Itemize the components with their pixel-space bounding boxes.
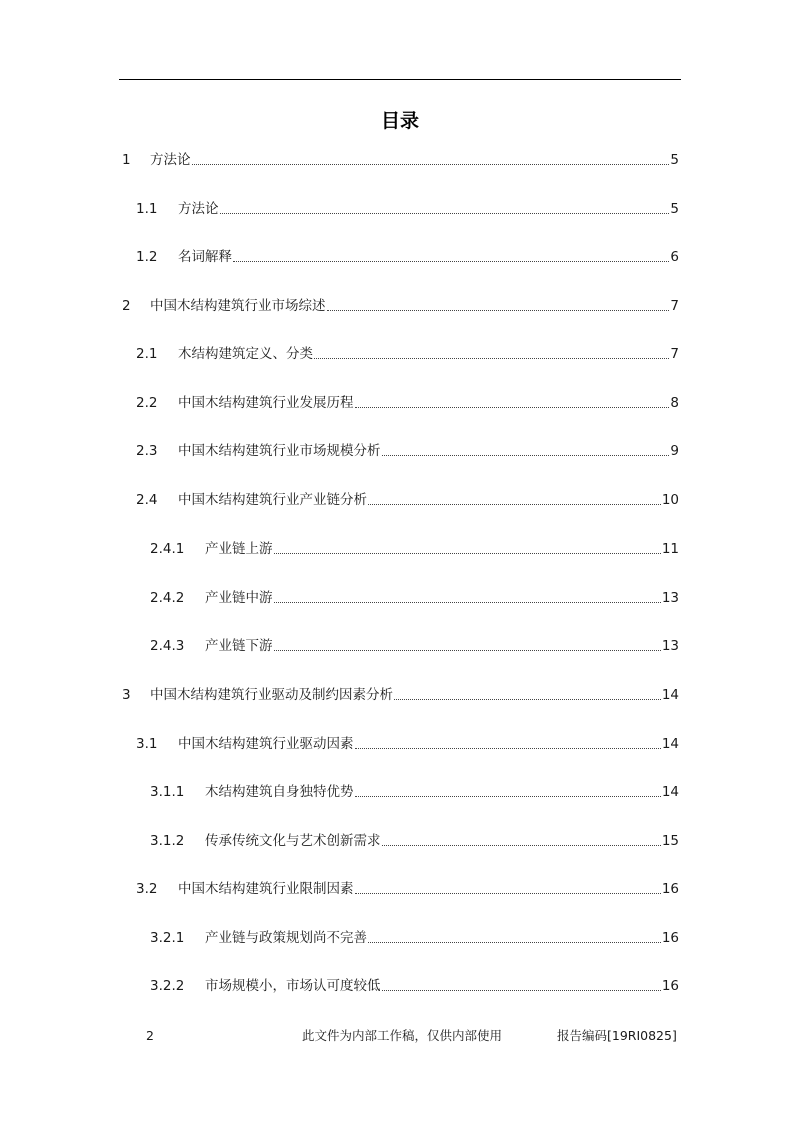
toc-entry-number: 1 [122,152,131,168]
footer-report-code: 报告编码[19RI0825] [557,1028,677,1043]
toc-entry-label: 产业链上游 [205,541,273,557]
dot-leader [382,455,670,456]
dot-leader [394,699,661,700]
toc-entry-2-2[interactable] [136,393,679,413]
toc-entry-page: 10 [661,492,679,508]
toc-entry-number: 3.2 [136,881,158,897]
toc-entry-number: 1.2 [136,249,158,265]
toc-entry-2-4-1[interactable] [150,539,679,559]
toc-entry-2-1[interactable] [136,344,679,364]
toc-entry-page: 13 [661,638,679,654]
toc-entry-page: 16 [661,930,679,946]
toc-entry-1[interactable] [122,150,679,170]
dot-leader [192,164,670,165]
toc-entry-page: 11 [661,541,679,557]
toc-entry-2[interactable] [122,296,679,316]
dot-leader [274,553,661,554]
dot-leader [368,504,661,505]
toc-entry-label: 传承传统文化与艺术创新需求 [205,833,381,849]
toc-entry-page: 14 [661,784,679,800]
toc-entry-label: 木结构建筑定义、分类 [178,346,313,362]
toc-entry-number: 3.2.2 [150,978,185,994]
toc-entry-label: 中国木结构建筑行业发展历程 [178,395,354,411]
toc-entry-number: 3.1.1 [150,784,185,800]
toc-entry-label: 中国木结构建筑行业驱动因素 [178,736,354,752]
toc-entry-page: 14 [661,736,679,752]
toc-entry-1-2[interactable] [136,247,679,267]
toc-entry-number: 2.4.2 [150,590,185,606]
dot-leader [274,650,661,651]
toc-entry-label: 产业链与政策规划尚不完善 [205,930,367,946]
toc-entry-number: 3.2.1 [150,930,185,946]
page-footer [0,1026,800,1046]
toc-entry-page: 13 [661,590,679,606]
toc-entry-number: 2.1 [136,346,158,362]
toc-entry-page: 7 [670,346,679,362]
footer-confidential-notice: 此文件为内部工作稿，仅供内部使用 [302,1028,503,1043]
toc-entry-page: 8 [670,395,679,411]
toc-entry-3-1[interactable] [136,734,679,754]
toc-entry-label: 名词解释 [178,249,232,265]
toc-entry-label: 中国木结构建筑行业产业链分析 [178,492,367,508]
dot-leader [368,942,661,943]
toc-entry-label: 产业链中游 [205,590,273,606]
dot-leader [314,358,669,359]
toc-entry-page: 7 [670,298,679,314]
toc-entry-label: 木结构建筑自身独特优势 [205,784,354,800]
toc-entry-label: 产业链下游 [205,638,273,654]
toc-entry-1-1[interactable] [136,199,679,219]
toc-entry-3-2[interactable] [136,879,679,899]
toc-entry-page: 5 [670,201,679,217]
toc-entry-3-2-1[interactable] [150,928,679,948]
dot-leader [327,310,670,311]
toc-entry-3-1-2[interactable] [150,831,679,851]
toc-entry-label: 中国木结构建筑行业市场综述 [150,298,326,314]
dot-leader [355,893,661,894]
toc-title: 目录 [380,110,419,132]
toc-entry-2-3[interactable] [136,441,679,461]
toc-entry-number: 2.4.3 [150,638,185,654]
toc-entry-2-4-2[interactable] [150,588,679,608]
toc-entry-3-2-2[interactable] [150,976,679,996]
toc-entry-number: 2 [122,298,131,314]
dot-leader [220,213,670,214]
toc-entry-label: 中国木结构建筑行业驱动及制约因素分析 [150,687,393,703]
toc-entry-2-4-3[interactable] [150,636,679,656]
toc-entry-page: 16 [661,881,679,897]
dot-leader [233,261,669,262]
toc-entry-number: 3 [122,687,131,703]
toc-entry-number: 3.1 [136,736,158,752]
toc-entry-number: 2.2 [136,395,158,411]
toc-entry-2-4[interactable] [136,490,679,510]
toc-entry-page: 9 [670,443,679,459]
toc-entry-page: 5 [670,152,679,168]
footer-page-number: 2 [146,1028,154,1043]
dot-leader [355,407,670,408]
toc-entry-label: 方法论 [150,152,191,168]
toc-entry-label: 方法论 [178,201,219,217]
toc-entry-number: 2.4.1 [150,541,185,557]
toc-entry-label: 市场规模小，市场认可度较低 [205,978,381,994]
toc-entry-label: 中国木结构建筑行业限制因素 [178,881,354,897]
toc-entry-3-1-1[interactable] [150,782,679,802]
dot-leader [355,748,661,749]
toc-entry-number: 2.4 [136,492,158,508]
toc-entry-page: 16 [661,978,679,994]
dot-leader [355,796,661,797]
toc-entry-3[interactable] [122,685,679,705]
toc-entry-label: 中国木结构建筑行业市场规模分析 [178,443,381,459]
dot-leader [382,845,661,846]
dot-leader [274,602,661,603]
toc-entry-number: 1.1 [136,201,158,217]
toc-entry-page: 14 [661,687,679,703]
dot-leader [382,990,661,991]
toc-entry-page: 6 [670,249,679,265]
toc-entry-number: 3.1.2 [150,833,185,849]
toc-entry-number: 2.3 [136,443,158,459]
toc-entry-page: 15 [661,833,679,849]
